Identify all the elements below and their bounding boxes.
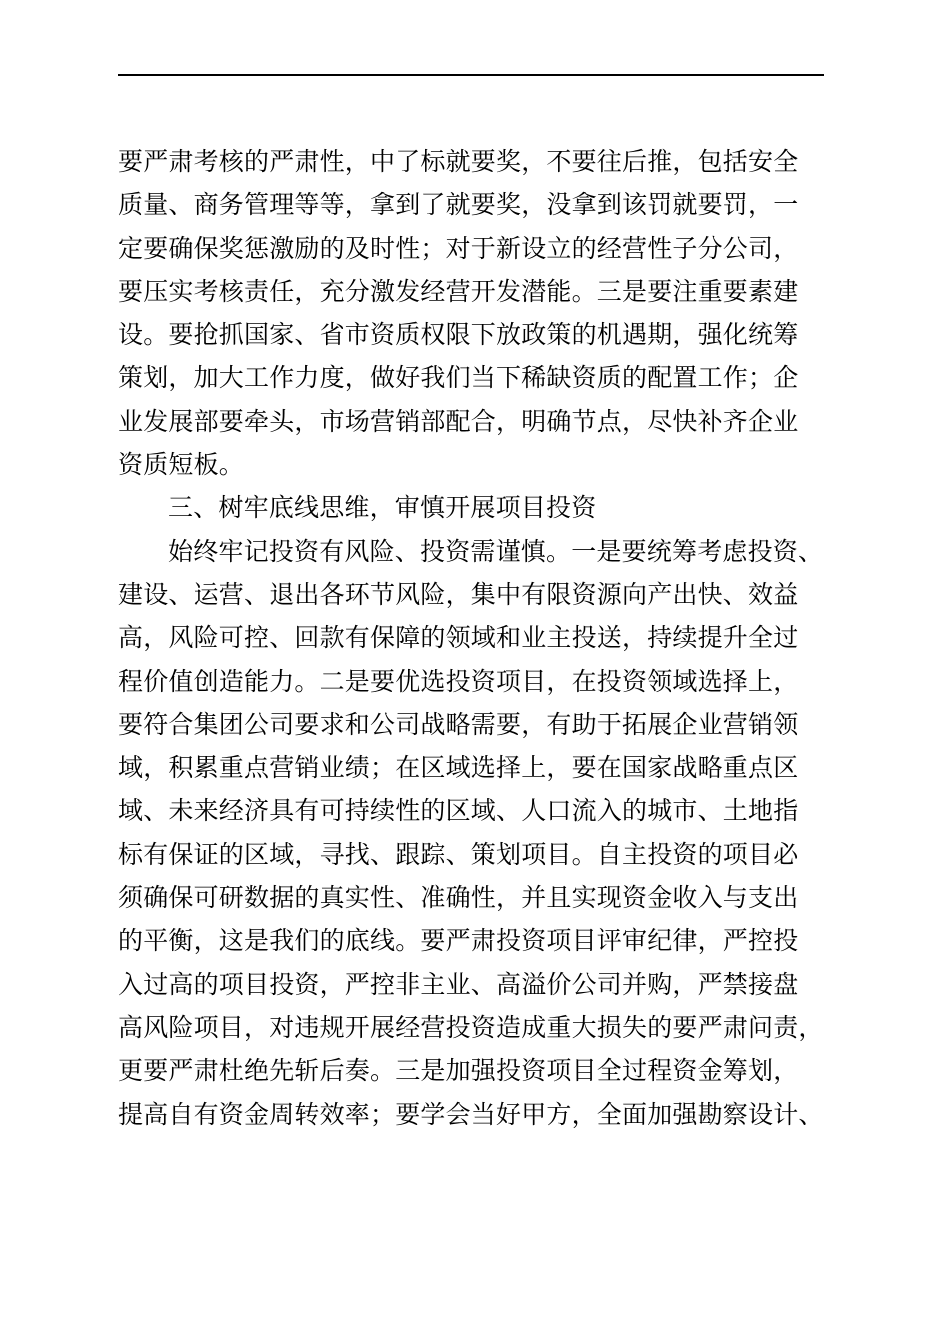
text-line: 业发展部要牵头，市场营销部配合，明确节点，尽快补齐企业: [118, 406, 799, 436]
text-line: 域、未来经济具有可持续性的区域、人口流入的城市、土地指: [118, 796, 799, 826]
body-text: [118, 140, 824, 1136]
text-line: 的平衡，这是我们的底线。要严肃投资项目评审纪律，严控投: [118, 926, 799, 956]
text-line: 须确保可研数据的真实性、准确性，并且实现资金收入与支出: [118, 883, 799, 913]
text-line: 始终牢记投资有风险、投资需谨慎。一是要统筹考虑投资、: [168, 536, 824, 566]
text-line: 程价值创造能力。二是要优选投资项目，在投资领域选择上，: [118, 666, 799, 696]
text-line: 域，积累重点营销业绩；在区域选择上，要在国家战略重点区: [118, 753, 799, 783]
text-line: 资质短板。: [118, 450, 245, 480]
section-heading: 三、树牢底线思维，审慎开展项目投资: [168, 493, 597, 523]
text-line: 策划，加大工作力度，做好我们当下稀缺资质的配置工作；企: [118, 363, 799, 393]
text-line: 要符合集团公司要求和公司战略需要，有助于拓展企业营销领: [118, 709, 799, 739]
text-line: 定要确保奖惩激励的及时性；对于新设立的经营性子分公司，: [118, 233, 799, 263]
text-line: 高风险项目，对违规开展经营投资造成重大损失的要严肃问责，: [118, 1012, 824, 1042]
text-line: 设。要抢抓国家、省市资质权限下放政策的机遇期，强化统筹: [118, 320, 799, 350]
text-line: 入过高的项目投资，严控非主业、高溢价公司并购，严禁接盘: [118, 969, 799, 999]
text-line: 要严肃考核的严肃性，中了标就要奖，不要往后推，包括安全: [118, 147, 799, 176]
text-line: 高，风险可控、回款有保障的领域和业主投送，持续提升全过: [118, 623, 799, 653]
text-line: 建设、运营、退出各环节风险，集中有限资源向产出快、效益: [118, 579, 799, 609]
text-line: 要压实考核责任，充分激发经营开发潜能。三是要注重要素建: [118, 276, 799, 306]
text-line: 更要严肃杜绝先斩后奏。三是加强投资项目全过程资金筹划，: [118, 1056, 799, 1086]
text-line: 质量、商务管理等等，拿到了就要奖，没拿到该罚就要罚，一: [118, 190, 799, 220]
text-line: 标有保证的区域，寻找、跟踪、策划项目。自主投资的项目必: [118, 839, 799, 869]
header-rule: [118, 74, 824, 76]
text-line: 提高自有资金周转效率；要学会当好甲方，全面加强勘察设计、: [118, 1099, 824, 1129]
